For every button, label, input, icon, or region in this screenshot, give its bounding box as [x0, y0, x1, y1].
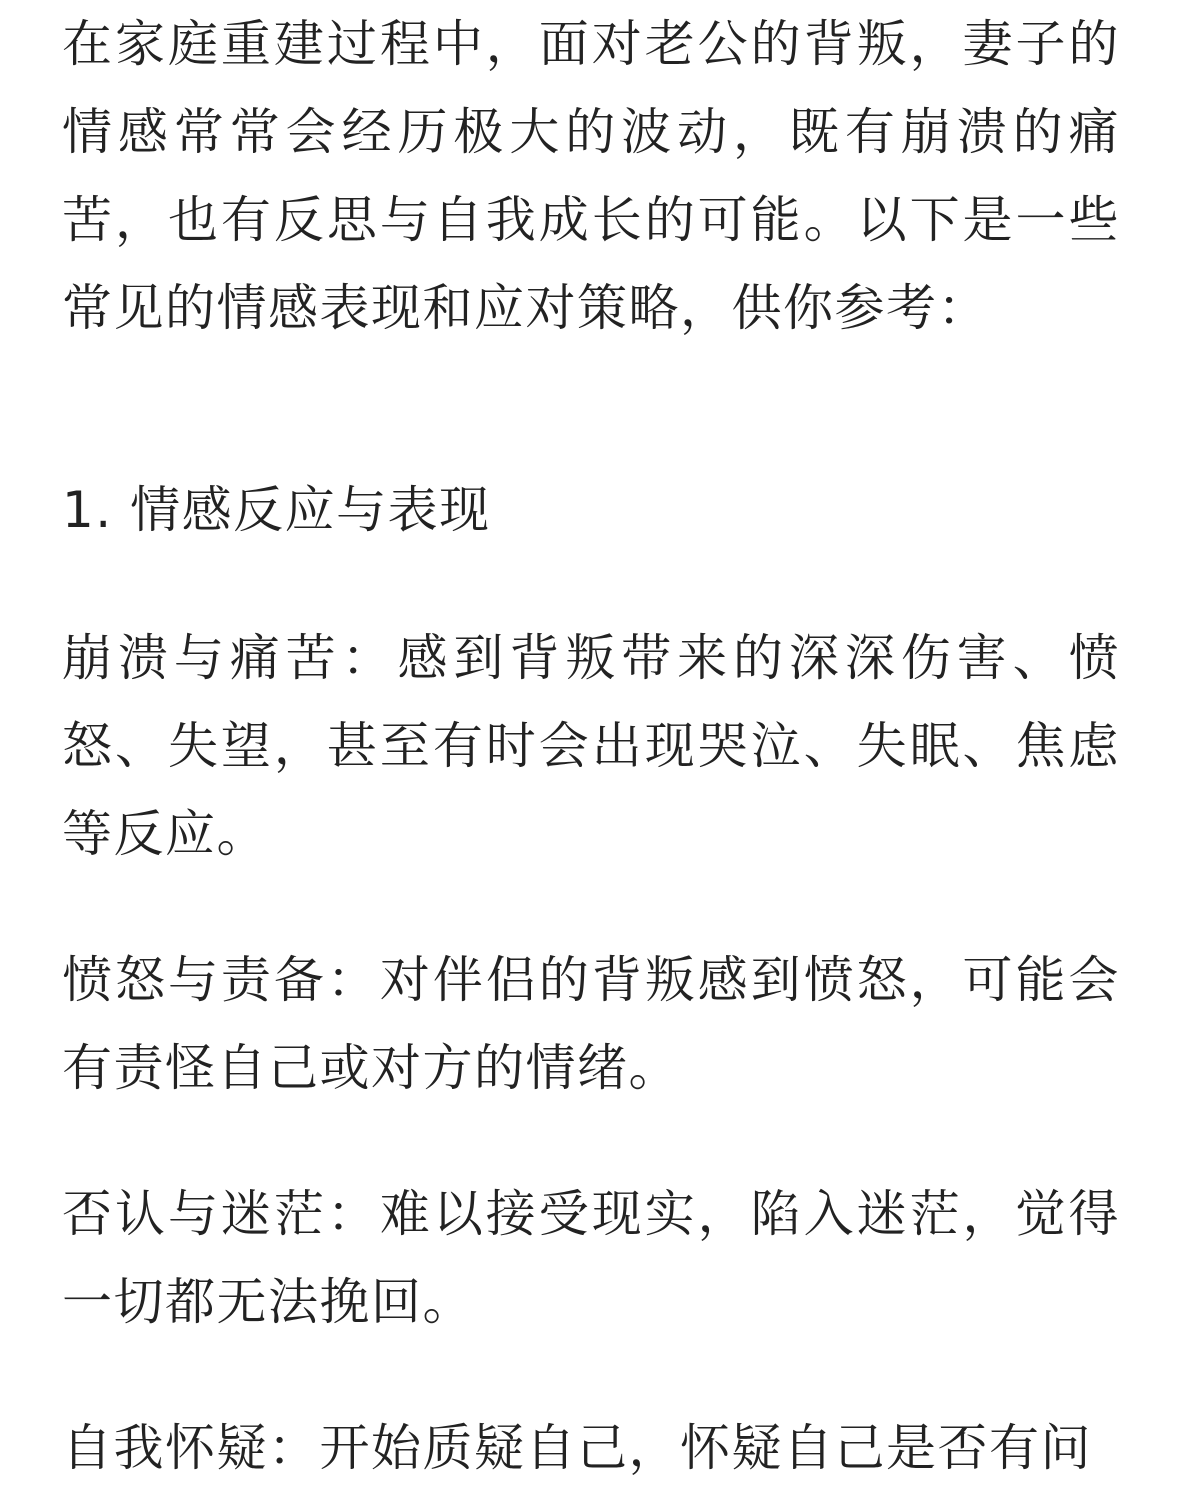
section-heading: 1. 情感反应与表现	[62, 481, 491, 539]
reaction-paragraph: 愤怒与责备：对伴侣的背叛感到愤怒，可能会有责怪自己或对方的情绪。	[62, 951, 1120, 1097]
reaction-paragraph: 崩溃与痛苦：感到背叛带来的深深伤害、愤怒、失望，甚至有时会出现哭泣、失眠、焦虑等反应。	[62, 629, 1120, 863]
intro-paragraph: 在家庭重建过程中，面对老公的背叛，妻子的情感常常会经历极大的波动，既有崩溃的痛苦，也有反思与自我成长的可能。以下是一些常见的情感表现和应对策略，供你参考：	[62, 15, 1120, 337]
reaction-paragraph: 自我怀疑：开始质疑自己，怀疑自己是否有问	[62, 1419, 1092, 1477]
reaction-paragraph: 否认与迷茫：难以接受现实，陷入迷茫，觉得一切都无法挽回。	[62, 1185, 1120, 1331]
